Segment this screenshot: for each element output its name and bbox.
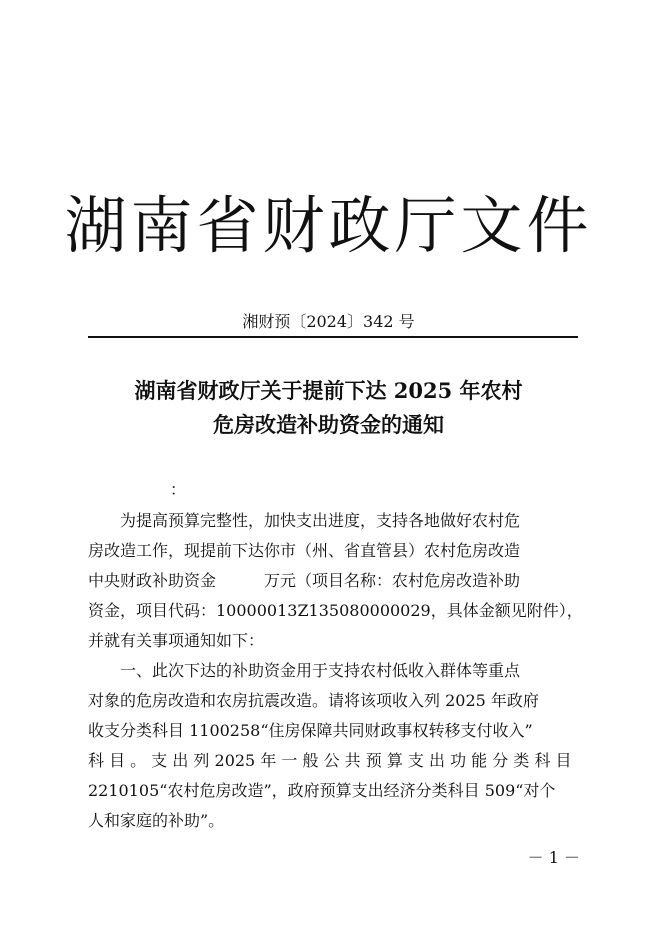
body-line: 中央财政补助资金 万元（项目名称：农村危房改造补助 [88,571,521,590]
body-line: 一、此次下达的补助资金用于支持农村低收入群体等重点 [120,661,521,680]
body-line: 资金，项目代码：10000013Z135080000029，具体金额见附件）， [88,601,583,620]
body-line: 科 目 。 支 出 列 2025 年 一 般 公 共 预 算 支 出 功 能 分 类 科 目 [88,751,572,770]
document-number: 湘财预〔2024〕342 号 [242,312,415,331]
body-line: 并就有关事项通知如下： [88,631,265,650]
body-line: 为提高预算完整性，加快支出进度，支持各地做好农村危 [120,511,521,530]
notice-title-line: 危房改造补助资金的通知 [213,412,444,437]
notice-title [0,374,657,442]
body-line: 房改造工作，现提前下达你市（州、省直管县）农村危房改造 [88,541,521,560]
document-header-title: 湖南省财政厅文件 [64,189,593,262]
body-line: 2210105“农村危房改造”，政府预算支出经济分类科目 509“对个 [88,781,556,800]
body-line: 收支分类科目 1100258“住房保障共同财政事权转移支付收入” [88,721,533,740]
page-number: － 1 － [527,848,580,867]
addressee: ： [170,480,187,499]
header-divider [88,336,578,338]
body-line: 对象的危房改造和农房抗震改造。请将该项收入列 2025 年政府 [88,691,539,710]
notice-title-line: 湖南省财政厅关于提前下达 2025 年农村 [134,378,523,403]
notice-body [88,506,582,836]
body-line: 人和家庭的补助”。 [88,811,225,830]
